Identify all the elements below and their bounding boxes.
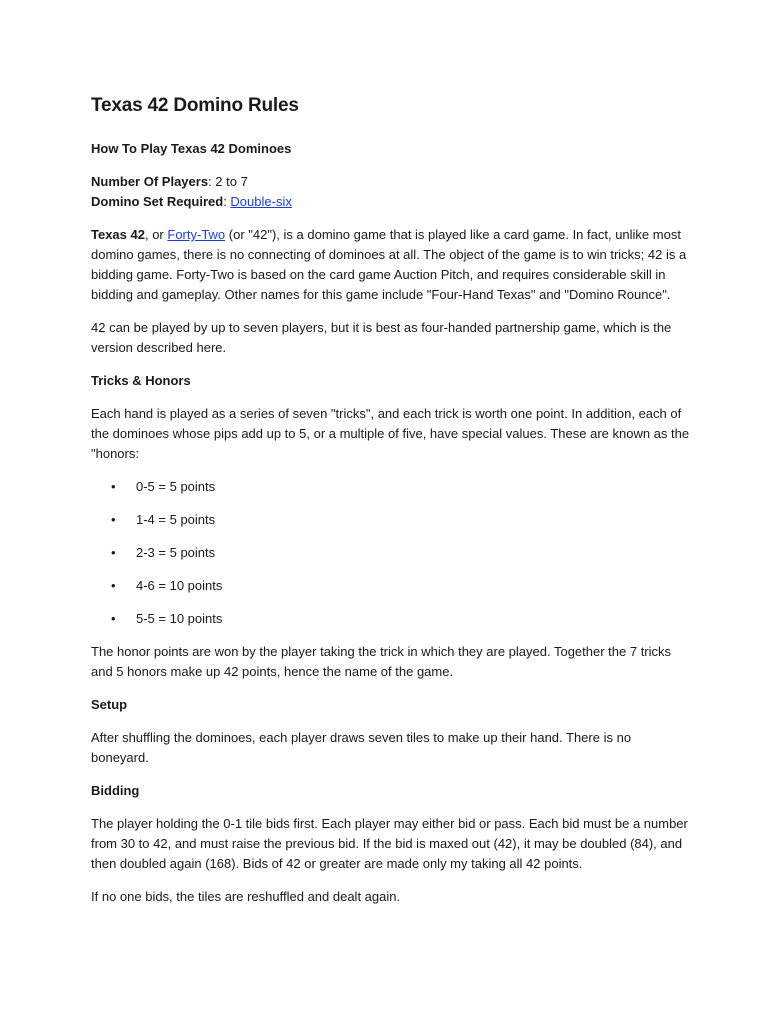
intro-bold: Texas 42	[91, 227, 145, 242]
bidding-paragraph: The player holding the 0-1 tile bids first. Each player may either bid or pass. Each bid must be a number from 30 to 42, and must raise the previous bid. If the bid is maxed out (42), it may be doubled (84), and then doubled again (168). Bids of 42 or greater are made only my taking all 42 points.	[91, 816, 688, 871]
tricks-heading: Tricks & Honors	[91, 373, 191, 388]
set-label: Domino Set Required	[91, 194, 224, 209]
honor-text: 4-6 = 10 points	[136, 578, 223, 593]
players-label: Number Of Players	[91, 174, 209, 189]
honor-text: 2-3 = 5 points	[136, 545, 216, 560]
list-item	[91, 609, 691, 629]
bullet-icon: •	[111, 512, 116, 527]
bullet-icon: •	[111, 611, 116, 626]
players-value: : 2 to 7	[208, 174, 248, 189]
players-line	[91, 172, 691, 192]
bullet-icon: •	[111, 578, 116, 593]
list-item	[91, 510, 691, 530]
players-paragraph: 42 can be played by up to seven players, but it is best as four-handed partnership game, which is the version described here.	[91, 320, 672, 355]
set-sep: :	[223, 194, 231, 209]
double-six-link[interactable]: Double-six	[230, 194, 292, 209]
intro-paragraph	[91, 225, 691, 305]
list-item	[91, 576, 691, 596]
honor-text: 0-5 = 5 points	[136, 479, 216, 494]
page-title: Texas 42 Domino Rules	[91, 95, 299, 116]
tricks-paragraph: Each hand is played as a series of seven "tricks", and each trick is worth one point. In addition, each of the dominoes whose pips add up to 5, or a multiple of five, have special values. These are known as the "honors:	[91, 406, 690, 461]
honor-text: 5-5 = 10 points	[136, 611, 223, 626]
honors-list	[91, 477, 691, 629]
list-item	[91, 543, 691, 563]
subtitle: How To Play Texas 42 Dominoes	[91, 141, 292, 156]
setup-paragraph: After shuffling the dominoes, each player draws seven tiles to make up their hand. There is no boneyard.	[91, 730, 632, 765]
bullet-icon: •	[111, 479, 116, 494]
setup-heading: Setup	[91, 697, 128, 712]
bidding-heading: Bidding	[91, 783, 140, 798]
set-line	[91, 192, 691, 212]
forty-two-link[interactable]: Forty-Two	[167, 227, 226, 242]
intro-text-1: , or	[144, 227, 168, 242]
document-page	[91, 92, 691, 920]
no-bid-paragraph: If no one bids, the tiles are reshuffled and dealt again.	[91, 889, 401, 904]
list-item	[91, 477, 691, 497]
bullet-icon: •	[111, 545, 116, 560]
game-meta	[91, 172, 691, 212]
honor-points-paragraph: The honor points are won by the player taking the trick in which they are played. Together the 7 tricks and 5 honors make up 42 points, hence the name of the game.	[91, 644, 672, 679]
honor-text: 1-4 = 5 points	[136, 512, 216, 527]
intro-text-2: (or "42"), is a domino game that is played like a card game. In fact, unlike most domino games, there is no connecting of dominoes at all. The object of the game is to win tricks; 42 is a bidding game. Forty-Two is based on the card game Auction Pitch, and requires considerable skill in bidding and gameplay. Other names for this game include "Four-Hand Texas" and "Domino Rounce".	[91, 227, 687, 302]
